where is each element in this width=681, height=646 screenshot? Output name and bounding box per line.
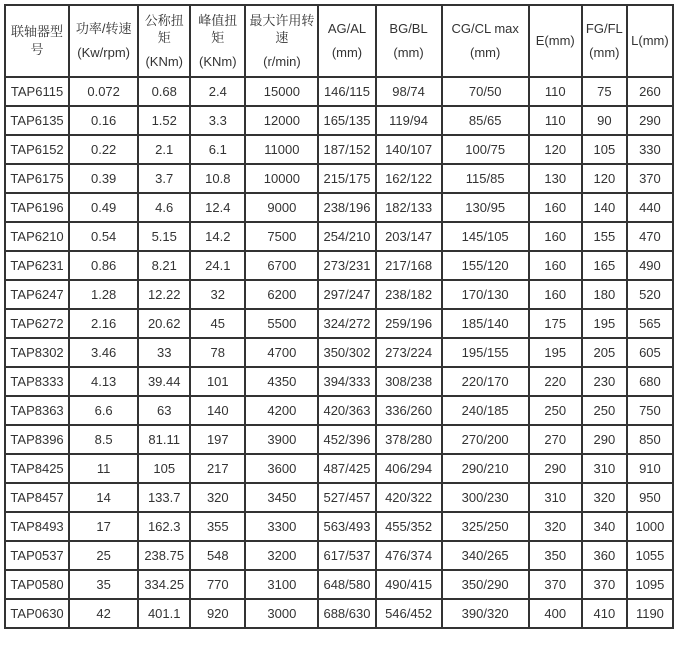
table-cell: 105	[582, 135, 627, 164]
table-cell: 63	[138, 396, 190, 425]
table-cell: 336/260	[376, 396, 442, 425]
model-cell: TAP0630	[5, 599, 69, 628]
table-cell: 160	[529, 222, 582, 251]
table-cell: 215/175	[318, 164, 375, 193]
table-cell: 390/320	[442, 599, 529, 628]
table-cell: 605	[627, 338, 673, 367]
table-body	[5, 77, 673, 628]
table-row	[5, 512, 673, 541]
table-cell: 105	[138, 454, 190, 483]
table-cell: 7500	[245, 222, 318, 251]
table-cell: 308/238	[376, 367, 442, 396]
table-row	[5, 483, 673, 512]
table-cell: 238/182	[376, 280, 442, 309]
model-cell: TAP8363	[5, 396, 69, 425]
table-cell: 324/272	[318, 309, 375, 338]
model-cell: TAP6210	[5, 222, 69, 251]
table-cell: 310	[529, 483, 582, 512]
column-header	[190, 5, 245, 77]
table-row	[5, 396, 673, 425]
column-header	[529, 5, 582, 77]
table-cell: 490/415	[376, 570, 442, 599]
table-cell: 370	[627, 164, 673, 193]
table-cell: 320	[529, 512, 582, 541]
table-cell: 20.62	[138, 309, 190, 338]
table-cell: 910	[627, 454, 673, 483]
model-cell: TAP8333	[5, 367, 69, 396]
table-cell: 133.7	[138, 483, 190, 512]
table-cell: 195	[582, 309, 627, 338]
table-cell: 688/630	[318, 599, 375, 628]
table-cell: 12000	[245, 106, 318, 135]
table-cell: 330	[627, 135, 673, 164]
table-cell: 370	[582, 570, 627, 599]
table-cell: 2.1	[138, 135, 190, 164]
table-cell: 0.54	[69, 222, 138, 251]
table-cell: 101	[190, 367, 245, 396]
table-cell: 6700	[245, 251, 318, 280]
column-unit: (KNm)	[199, 53, 237, 69]
table-cell: 563/493	[318, 512, 375, 541]
table-cell: 420/363	[318, 396, 375, 425]
table-row	[5, 164, 673, 193]
table-cell: 11000	[245, 135, 318, 164]
table-cell: 230	[582, 367, 627, 396]
table-row	[5, 338, 673, 367]
table-cell: 6.1	[190, 135, 245, 164]
table-cell: 115/85	[442, 164, 529, 193]
table-cell: 0.16	[69, 106, 138, 135]
table-cell: 360	[582, 541, 627, 570]
table-cell: 14.2	[190, 222, 245, 251]
table-cell: 8.5	[69, 425, 138, 454]
table-cell: 5500	[245, 309, 318, 338]
table-cell: 100/75	[442, 135, 529, 164]
table-cell: 162/122	[376, 164, 442, 193]
table-cell: 0.86	[69, 251, 138, 280]
table-cell: 6.6	[69, 396, 138, 425]
table-cell: 0.22	[69, 135, 138, 164]
table-cell: 140	[582, 193, 627, 222]
table-cell: 410	[582, 599, 627, 628]
table-cell: 4700	[245, 338, 318, 367]
table-cell: 325/250	[442, 512, 529, 541]
table-cell: 85/65	[442, 106, 529, 135]
table-cell: 350/290	[442, 570, 529, 599]
table-cell: 290	[582, 425, 627, 454]
table-cell: 2.4	[190, 77, 245, 106]
table-cell: 401.1	[138, 599, 190, 628]
table-cell: 1000	[627, 512, 673, 541]
table-cell: 195/155	[442, 338, 529, 367]
table-cell: 6200	[245, 280, 318, 309]
coupling-spec-table	[4, 4, 674, 629]
column-header	[69, 5, 138, 77]
table-cell: 950	[627, 483, 673, 512]
table-cell: 35	[69, 570, 138, 599]
table-cell: 3200	[245, 541, 318, 570]
table-row	[5, 425, 673, 454]
table-cell: 203/147	[376, 222, 442, 251]
table-row	[5, 309, 673, 338]
table-cell: 355	[190, 512, 245, 541]
table-header	[5, 5, 673, 77]
table-cell: 254/210	[318, 222, 375, 251]
table-row	[5, 541, 673, 570]
table-cell: 42	[69, 599, 138, 628]
table-cell: 3000	[245, 599, 318, 628]
table-cell: 300/230	[442, 483, 529, 512]
table-cell: 546/452	[376, 599, 442, 628]
column-header	[627, 5, 673, 77]
table-cell: 24.1	[190, 251, 245, 280]
table-cell: 548	[190, 541, 245, 570]
header-row	[5, 5, 673, 77]
table-cell: 146/115	[318, 77, 375, 106]
column-header	[582, 5, 627, 77]
table-row	[5, 77, 673, 106]
table-cell: 120	[582, 164, 627, 193]
table-row	[5, 135, 673, 164]
table-cell: 155/120	[442, 251, 529, 280]
column-header	[245, 5, 318, 77]
column-title: CG/CL max	[451, 21, 519, 37]
model-cell: TAP8457	[5, 483, 69, 512]
table-cell: 160	[529, 193, 582, 222]
column-title: 功率/转速	[75, 21, 132, 37]
table-cell: 520	[627, 280, 673, 309]
table-row	[5, 367, 673, 396]
table-cell: 140	[190, 396, 245, 425]
table-cell: 320	[190, 483, 245, 512]
table-cell: 770	[190, 570, 245, 599]
column-header	[5, 5, 69, 77]
model-cell: TAP6231	[5, 251, 69, 280]
table-cell: 81.11	[138, 425, 190, 454]
model-cell: TAP0537	[5, 541, 69, 570]
column-title: BG/BL	[389, 21, 428, 37]
table-cell: 334.25	[138, 570, 190, 599]
table-cell: 273/224	[376, 338, 442, 367]
column-unit: (mm)	[470, 45, 501, 60]
table-cell: 10000	[245, 164, 318, 193]
table-cell: 406/294	[376, 454, 442, 483]
table-cell: 310	[582, 454, 627, 483]
model-cell: TAP0580	[5, 570, 69, 599]
table-cell: 340/265	[442, 541, 529, 570]
table-row	[5, 106, 673, 135]
table-cell: 0.39	[69, 164, 138, 193]
table-cell: 8.21	[138, 251, 190, 280]
table-cell: 10.8	[190, 164, 245, 193]
table-row	[5, 251, 673, 280]
table-cell: 32	[190, 280, 245, 309]
table-cell: 25	[69, 541, 138, 570]
table-cell: 565	[627, 309, 673, 338]
table-cell: 350	[529, 541, 582, 570]
table-cell: 155	[582, 222, 627, 251]
table-cell: 180	[582, 280, 627, 309]
column-title: 联轴器型号	[11, 24, 64, 57]
table-cell: 340	[582, 512, 627, 541]
column-header	[138, 5, 190, 77]
table-cell: 370	[529, 570, 582, 599]
column-title: L(mm)	[631, 33, 669, 49]
table-cell: 3900	[245, 425, 318, 454]
table-cell: 75	[582, 77, 627, 106]
table-cell: 490	[627, 251, 673, 280]
table-row	[5, 280, 673, 309]
table-cell: 165/135	[318, 106, 375, 135]
model-cell: TAP6152	[5, 135, 69, 164]
table-cell: 39.44	[138, 367, 190, 396]
table-cell: 12.22	[138, 280, 190, 309]
table-cell: 70/50	[442, 77, 529, 106]
table-cell: 145/105	[442, 222, 529, 251]
column-title: 公称扭矩	[144, 12, 184, 46]
table-cell: 195	[529, 338, 582, 367]
table-cell: 273/231	[318, 251, 375, 280]
table-cell: 119/94	[376, 106, 442, 135]
table-row	[5, 570, 673, 599]
model-cell: TAP8493	[5, 512, 69, 541]
table-cell: 98/74	[376, 77, 442, 106]
table-cell: 3600	[245, 454, 318, 483]
model-cell: TAP6247	[5, 280, 69, 309]
table-cell: 78	[190, 338, 245, 367]
table-cell: 476/374	[376, 541, 442, 570]
table-cell: 197	[190, 425, 245, 454]
column-unit: (r/min)	[263, 53, 301, 69]
table-cell: 270/200	[442, 425, 529, 454]
table-cell: 920	[190, 599, 245, 628]
table-cell: 130	[529, 164, 582, 193]
table-cell: 175	[529, 309, 582, 338]
table-cell: 240/185	[442, 396, 529, 425]
column-unit: (Kw/rpm)	[77, 45, 130, 60]
table-cell: 297/247	[318, 280, 375, 309]
table-cell: 185/140	[442, 309, 529, 338]
table-cell: 527/457	[318, 483, 375, 512]
model-cell: TAP6115	[5, 77, 69, 106]
table-row	[5, 454, 673, 483]
table-cell: 2.16	[69, 309, 138, 338]
table-cell: 850	[627, 425, 673, 454]
table-cell: 160	[529, 280, 582, 309]
table-row	[5, 222, 673, 251]
model-cell: TAP6196	[5, 193, 69, 222]
table-cell: 0.49	[69, 193, 138, 222]
table-cell: 160	[529, 251, 582, 280]
table-cell: 205	[582, 338, 627, 367]
table-cell: 320	[582, 483, 627, 512]
table-cell: 1190	[627, 599, 673, 628]
table-cell: 440	[627, 193, 673, 222]
table-cell: 187/152	[318, 135, 375, 164]
table-cell: 290/210	[442, 454, 529, 483]
table-cell: 648/580	[318, 570, 375, 599]
table-cell: 400	[529, 599, 582, 628]
column-unit: (mm)	[331, 45, 363, 60]
table-cell: 9000	[245, 193, 318, 222]
column-unit: (mm)	[589, 45, 620, 60]
table-cell: 238.75	[138, 541, 190, 570]
table-cell: 110	[529, 106, 582, 135]
table-cell: 220/170	[442, 367, 529, 396]
table-cell: 12.4	[190, 193, 245, 222]
column-header	[442, 5, 529, 77]
table-cell: 750	[627, 396, 673, 425]
column-header	[318, 5, 375, 77]
table-cell: 3100	[245, 570, 318, 599]
table-cell: 1.52	[138, 106, 190, 135]
table-cell: 0.68	[138, 77, 190, 106]
column-title: AG/AL	[327, 21, 367, 37]
table-cell: 238/196	[318, 193, 375, 222]
table-cell: 250	[582, 396, 627, 425]
table-cell: 378/280	[376, 425, 442, 454]
table-cell: 4200	[245, 396, 318, 425]
table-cell: 452/396	[318, 425, 375, 454]
table-cell: 3450	[245, 483, 318, 512]
model-cell: TAP6135	[5, 106, 69, 135]
model-cell: TAP6272	[5, 309, 69, 338]
column-header	[376, 5, 442, 77]
table-cell: 3.7	[138, 164, 190, 193]
table-cell: 217/168	[376, 251, 442, 280]
table-cell: 33	[138, 338, 190, 367]
column-title: 峰值扭矩	[198, 12, 238, 46]
table-cell: 4350	[245, 367, 318, 396]
table-cell: 220	[529, 367, 582, 396]
table-cell: 1055	[627, 541, 673, 570]
column-title: E(mm)	[535, 33, 575, 49]
table-cell: 140/107	[376, 135, 442, 164]
table-cell: 290	[627, 106, 673, 135]
table-cell: 110	[529, 77, 582, 106]
model-cell: TAP8425	[5, 454, 69, 483]
table-cell: 120	[529, 135, 582, 164]
model-cell: TAP6175	[5, 164, 69, 193]
table-cell: 487/425	[318, 454, 375, 483]
table-cell: 1095	[627, 570, 673, 599]
table-cell: 182/133	[376, 193, 442, 222]
table-cell: 3300	[245, 512, 318, 541]
table-cell: 1.28	[69, 280, 138, 309]
table-cell: 130/95	[442, 193, 529, 222]
table-cell: 290	[529, 454, 582, 483]
table-cell: 420/322	[376, 483, 442, 512]
table-cell: 455/352	[376, 512, 442, 541]
column-unit: (KNm)	[145, 53, 183, 69]
table-cell: 45	[190, 309, 245, 338]
table-cell: 680	[627, 367, 673, 396]
model-cell: TAP8396	[5, 425, 69, 454]
table-cell: 162.3	[138, 512, 190, 541]
table-cell: 3.46	[69, 338, 138, 367]
table-cell: 11	[69, 454, 138, 483]
model-cell: TAP8302	[5, 338, 69, 367]
table-cell: 394/333	[318, 367, 375, 396]
table-cell: 5.15	[138, 222, 190, 251]
table-cell: 0.072	[69, 77, 138, 106]
table-cell: 15000	[245, 77, 318, 106]
table-cell: 90	[582, 106, 627, 135]
table-cell: 260	[627, 77, 673, 106]
column-unit: (mm)	[393, 45, 424, 60]
table-cell: 4.13	[69, 367, 138, 396]
table-cell: 217	[190, 454, 245, 483]
table-cell: 3.3	[190, 106, 245, 135]
table-cell: 170/130	[442, 280, 529, 309]
table-row	[5, 599, 673, 628]
table-cell: 4.6	[138, 193, 190, 222]
column-title: FG/FL	[585, 21, 623, 37]
table-cell: 17	[69, 512, 138, 541]
table-cell: 165	[582, 251, 627, 280]
table-cell: 250	[529, 396, 582, 425]
table-cell: 14	[69, 483, 138, 512]
table-row	[5, 193, 673, 222]
table-cell: 617/537	[318, 541, 375, 570]
table-cell: 350/302	[318, 338, 375, 367]
column-title: 最大许用转速	[249, 12, 315, 46]
table-cell: 259/196	[376, 309, 442, 338]
table-cell: 470	[627, 222, 673, 251]
table-cell: 270	[529, 425, 582, 454]
